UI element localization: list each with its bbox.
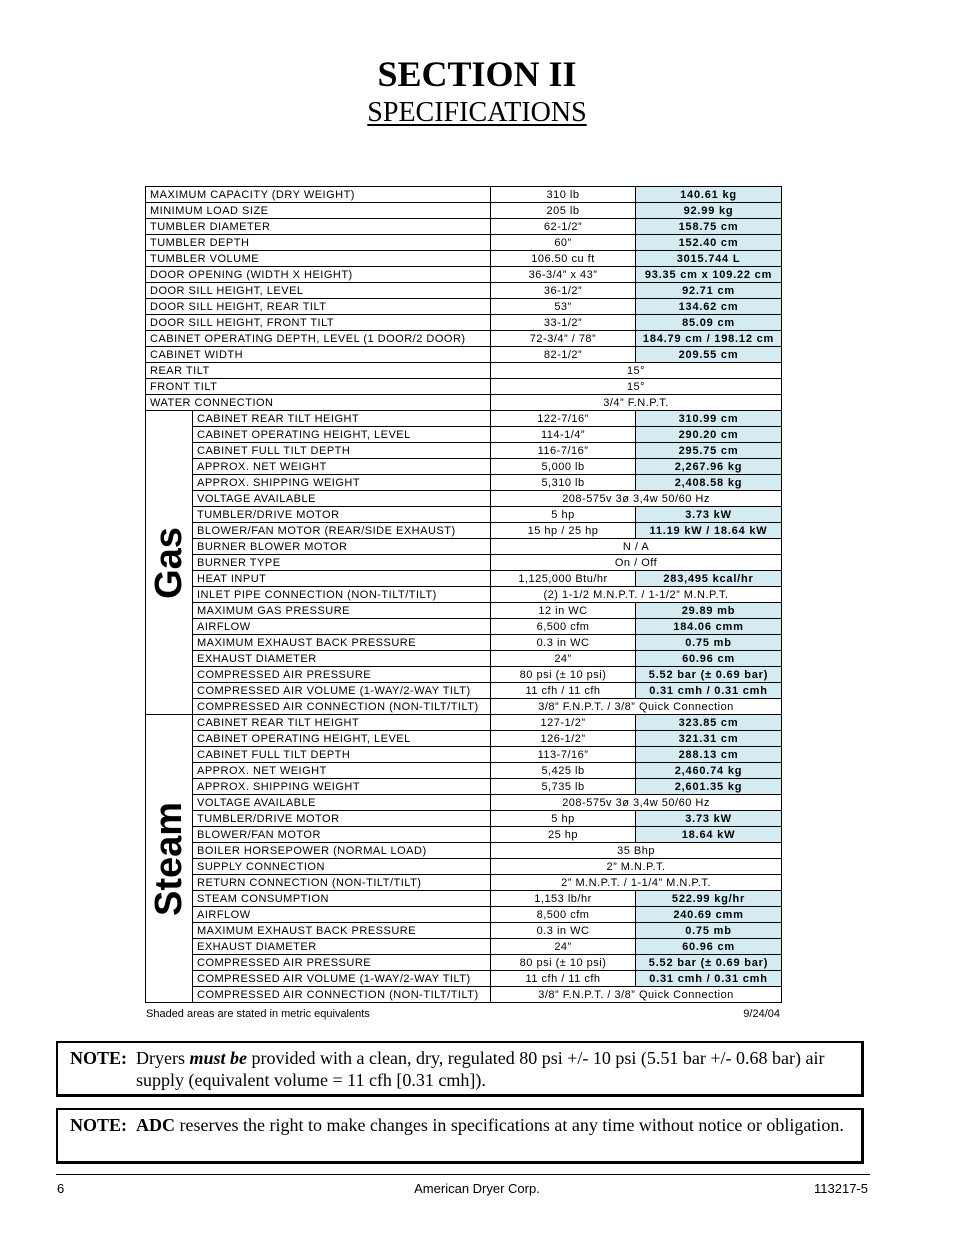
spec-value: 3/8” F.N.P.T. / 3/8” Quick Connection	[491, 987, 782, 1003]
spec-metric-value: 0.75 mb	[636, 635, 782, 651]
spec-metric-value: 29.89 mb	[636, 603, 782, 619]
table-row	[146, 427, 782, 443]
spec-metric-value: 2,408.58 kg	[636, 475, 782, 491]
spec-imperial-value: 53”	[491, 299, 636, 315]
spec-label: CABINET OPERATING HEIGHT, LEVEL	[193, 427, 491, 443]
spec-label: REAR TILT	[146, 363, 491, 379]
table-row	[146, 395, 782, 411]
spec-label: VOLTAGE AVAILABLE	[193, 795, 491, 811]
table-row	[146, 731, 782, 747]
spec-metric-value: 321.31 cm	[636, 731, 782, 747]
spec-metric-value: 240.69 cmm	[636, 907, 782, 923]
spec-imperial-value: 0.3 in WC	[491, 923, 636, 939]
note-text-continued: provided with a clean, dry, regulated 80 psi +/- 10 psi (5.51 bar +/- 0.68 bar) air supply (equivalent volume = 11 cfh [0.31 cmh]).	[136, 1048, 825, 1090]
spec-value: 35 Bhp	[491, 843, 782, 859]
table-row	[146, 539, 782, 555]
note-body	[136, 1047, 849, 1091]
spec-imperial-value: 33-1/2”	[491, 315, 636, 331]
table-row	[146, 715, 782, 731]
spec-imperial-value: 116-7/16”	[491, 443, 636, 459]
table-row	[146, 443, 782, 459]
spec-label: TUMBLER VOLUME	[146, 251, 491, 267]
steam-section-label: Steam	[148, 801, 190, 916]
spec-label: BOILER HORSEPOWER (NORMAL LOAD)	[193, 843, 491, 859]
spec-imperial-value: 8,500 cfm	[491, 907, 636, 923]
table-row	[146, 955, 782, 971]
table-row	[146, 603, 782, 619]
note-text: Dryers	[136, 1048, 190, 1068]
table-row	[146, 299, 782, 315]
table-row	[146, 891, 782, 907]
spec-label: MAXIMUM EXHAUST BACK PRESSURE	[193, 635, 491, 651]
table-row	[146, 507, 782, 523]
spec-label: STEAM CONSUMPTION	[193, 891, 491, 907]
note-air-supply	[56, 1041, 864, 1097]
table-row	[146, 219, 782, 235]
table-row	[146, 971, 782, 987]
spec-metric-value: 323.85 cm	[636, 715, 782, 731]
spec-label: BURNER TYPE	[193, 555, 491, 571]
spec-label: DOOR SILL HEIGHT, REAR TILT	[146, 299, 491, 315]
table-row	[146, 827, 782, 843]
spec-imperial-value: 114-1/4”	[491, 427, 636, 443]
spec-imperial-value: 15 hp / 25 hp	[491, 523, 636, 539]
table-row	[146, 491, 782, 507]
spec-label: AIRFLOW	[193, 907, 491, 923]
spec-metric-value: 18.64 kW	[636, 827, 782, 843]
spec-imperial-value: 5,735 lb	[491, 779, 636, 795]
spec-metric-value: 11.19 kW / 18.64 kW	[636, 523, 782, 539]
table-row	[146, 315, 782, 331]
spec-value: On / Off	[491, 555, 782, 571]
spec-label: MAXIMUM GAS PRESSURE	[193, 603, 491, 619]
spec-imperial-value: 25 hp	[491, 827, 636, 843]
table-row	[146, 587, 782, 603]
spec-metric-value: 85.09 cm	[636, 315, 782, 331]
spec-value: 208-575v 3ø 3,4w 50/60 Hz	[491, 491, 782, 507]
spec-label: TUMBLER/DRIVE MOTOR	[193, 507, 491, 523]
spec-metric-value: 134.62 cm	[636, 299, 782, 315]
spec-imperial-value: 310 lb	[491, 187, 636, 203]
spec-metric-value: 0.75 mb	[636, 923, 782, 939]
table-row	[146, 987, 782, 1003]
table-row	[146, 363, 782, 379]
spec-label: COMPRESSED AIR PRESSURE	[193, 955, 491, 971]
spec-imperial-value: 5,310 lb	[491, 475, 636, 491]
spec-label: APPROX. NET WEIGHT	[193, 459, 491, 475]
spec-label: EXHAUST DIAMETER	[193, 651, 491, 667]
spec-imperial-value: 24”	[491, 939, 636, 955]
spec-metric-value: 3.73 kW	[636, 507, 782, 523]
table-row	[146, 411, 782, 427]
spec-metric-value: 310.99 cm	[636, 411, 782, 427]
table-row	[146, 843, 782, 859]
spec-label: VOLTAGE AVAILABLE	[193, 491, 491, 507]
table-row	[146, 523, 782, 539]
spec-imperial-value: 1,153 lb/hr	[491, 891, 636, 907]
note-body	[136, 1114, 849, 1136]
table-row	[146, 251, 782, 267]
spec-label: CABINET OPERATING DEPTH, LEVEL (1 DOOR/2 DOOR)	[146, 331, 491, 347]
spec-metric-value: 93.35 cm x 109.22 cm	[636, 267, 782, 283]
spec-label: WATER CONNECTION	[146, 395, 491, 411]
spec-label: TUMBLER DIAMETER	[146, 219, 491, 235]
table-row	[146, 747, 782, 763]
table-row	[146, 763, 782, 779]
table-row	[146, 779, 782, 795]
table-row	[146, 875, 782, 891]
spec-metric-value: 152.40 cm	[636, 235, 782, 251]
spec-label: COMPRESSED AIR VOLUME (1-WAY/2-WAY TILT)	[193, 971, 491, 987]
spec-label: CABINET REAR TILT HEIGHT	[193, 715, 491, 731]
table-row	[146, 939, 782, 955]
spec-imperial-value: 127-1/2”	[491, 715, 636, 731]
table-row	[146, 459, 782, 475]
spec-label: MAXIMUM CAPACITY (DRY WEIGHT)	[146, 187, 491, 203]
spec-value: 15°	[491, 379, 782, 395]
spec-metric-value: 5.52 bar (± 0.69 bar)	[636, 667, 782, 683]
spec-imperial-value: 5 hp	[491, 507, 636, 523]
spec-metric-value: 5.52 bar (± 0.69 bar)	[636, 955, 782, 971]
spec-label: MAXIMUM EXHAUST BACK PRESSURE	[193, 923, 491, 939]
spec-metric-value: 3.73 kW	[636, 811, 782, 827]
spec-imperial-value: 80 psi (± 10 psi)	[491, 667, 636, 683]
spec-label: COMPRESSED AIR PRESSURE	[193, 667, 491, 683]
spec-label: HEAT INPUT	[193, 571, 491, 587]
spec-imperial-value: 126-1/2”	[491, 731, 636, 747]
spec-label: CABINET REAR TILT HEIGHT	[193, 411, 491, 427]
spec-imperial-value: 1,125,000 Btu/hr	[491, 571, 636, 587]
section-title: SECTION II	[377, 54, 577, 94]
note-specification-changes	[56, 1108, 864, 1164]
spec-value: 2” M.N.P.T.	[491, 859, 782, 875]
spec-label: COMPRESSED AIR VOLUME (1-WAY/2-WAY TILT)	[193, 683, 491, 699]
table-row	[146, 683, 782, 699]
table-row	[146, 571, 782, 587]
spec-imperial-value: 24”	[491, 651, 636, 667]
gas-section-cell	[146, 411, 193, 715]
spec-imperial-value: 205 lb	[491, 203, 636, 219]
spec-label: CABINET FULL TILT DEPTH	[193, 747, 491, 763]
note-text-continued: reserves the right to make changes in specifications at any time without notice or obligation.	[175, 1115, 844, 1135]
spec-metric-value: 288.13 cm	[636, 747, 782, 763]
spec-label: BLOWER/FAN MOTOR (REAR/SIDE EXHAUST)	[193, 523, 491, 539]
table-row	[146, 923, 782, 939]
spec-imperial-value: 113-7/16”	[491, 747, 636, 763]
spec-metric-value: 60.96 cm	[636, 651, 782, 667]
table-row	[146, 347, 782, 363]
spec-value: 15°	[491, 363, 782, 379]
spec-metric-value: 60.96 cm	[636, 939, 782, 955]
spec-metric-value: 209.55 cm	[636, 347, 782, 363]
spec-imperial-value: 0.3 in WC	[491, 635, 636, 651]
table-row	[146, 859, 782, 875]
spec-metric-value: 184.06 cmm	[636, 619, 782, 635]
revision-date: 9/24/04	[743, 1008, 780, 1020]
spec-label: TUMBLER/DRIVE MOTOR	[193, 811, 491, 827]
spec-imperial-value: 5,000 lb	[491, 459, 636, 475]
spec-label: INLET PIPE CONNECTION (NON-TILT/TILT)	[193, 587, 491, 603]
table-row	[146, 811, 782, 827]
spec-metric-value: 158.75 cm	[636, 219, 782, 235]
spec-label: CABINET FULL TILT DEPTH	[193, 443, 491, 459]
spec-metric-value: 290.20 cm	[636, 427, 782, 443]
table-row	[146, 635, 782, 651]
footer-divider	[56, 1174, 870, 1175]
gas-section-label: Gas	[148, 526, 190, 599]
spec-metric-value: 92.99 kg	[636, 203, 782, 219]
company-name: American Dryer Corp.	[414, 1181, 540, 1196]
spec-label: CABINET WIDTH	[146, 347, 491, 363]
shaded-areas-note: Shaded areas are stated in metric equivalents	[146, 1008, 370, 1020]
spec-imperial-value: 5,425 lb	[491, 763, 636, 779]
spec-label: SUPPLY CONNECTION	[193, 859, 491, 875]
spec-label: EXHAUST DIAMETER	[193, 939, 491, 955]
spec-metric-value: 2,601.35 kg	[636, 779, 782, 795]
spec-imperial-value: 82-1/2”	[491, 347, 636, 363]
spec-label: MINIMUM LOAD SIZE	[146, 203, 491, 219]
note-tag: NOTE:	[70, 1115, 128, 1135]
note-tag: NOTE:	[70, 1048, 128, 1068]
spec-metric-value: 184.79 cm / 198.12 cm	[636, 331, 782, 347]
table-row	[146, 651, 782, 667]
spec-label: DOOR SILL HEIGHT, FRONT TILT	[146, 315, 491, 331]
table-row	[146, 619, 782, 635]
spec-imperial-value: 72-3/4” / 78”	[491, 331, 636, 347]
spec-imperial-value: 122-7/16”	[491, 411, 636, 427]
spec-label: FRONT TILT	[146, 379, 491, 395]
spec-label: COMPRESSED AIR CONNECTION (NON-TILT/TILT)	[193, 699, 491, 715]
subtitle-text: SPECIFICATIONS	[367, 97, 587, 128]
spec-label: DOOR SILL HEIGHT, LEVEL	[146, 283, 491, 299]
spec-metric-value: 92.71 cm	[636, 283, 782, 299]
spec-metric-value: 295.75 cm	[636, 443, 782, 459]
spec-imperial-value: 36-3/4” x 43”	[491, 267, 636, 283]
note-emphasis: ADC	[136, 1115, 175, 1135]
spec-value: 3/8” F.N.P.T. / 3/8” Quick Connection	[491, 699, 782, 715]
spec-imperial-value: 5 hp	[491, 811, 636, 827]
spec-imperial-value: 11 cfh / 11 cfh	[491, 683, 636, 699]
table-row	[146, 907, 782, 923]
table-row	[146, 331, 782, 347]
spec-metric-value: 2,267.96 kg	[636, 459, 782, 475]
spec-label: CABINET OPERATING HEIGHT, LEVEL	[193, 731, 491, 747]
spec-value: 208-575v 3ø 3,4w 50/60 Hz	[491, 795, 782, 811]
spec-label: BLOWER/FAN MOTOR	[193, 827, 491, 843]
spec-value: (2) 1-1/2 M.N.P.T. / 1-1/2” M.N.P.T.	[491, 587, 782, 603]
spec-metric-value: 283,495 kcal/hr	[636, 571, 782, 587]
table-row	[146, 795, 782, 811]
spec-value: 2” M.N.P.T. / 1-1/4” M.N.P.T.	[491, 875, 782, 891]
spec-imperial-value: 36-1/2”	[491, 283, 636, 299]
spec-imperial-value: 12 in WC	[491, 603, 636, 619]
spec-label: RETURN CONNECTION (NON-TILT/TILT)	[193, 875, 491, 891]
spec-metric-value: 0.31 cmh / 0.31 cmh	[636, 971, 782, 987]
spec-label: APPROX. SHIPPING WEIGHT	[193, 475, 491, 491]
spec-label: TUMBLER DEPTH	[146, 235, 491, 251]
table-row	[146, 379, 782, 395]
page-number: 6	[57, 1181, 65, 1196]
spec-imperial-value: 11 cfh / 11 cfh	[491, 971, 636, 987]
table-row	[146, 555, 782, 571]
document-number: 113217-5	[814, 1181, 868, 1196]
spec-label: COMPRESSED AIR CONNECTION (NON-TILT/TILT)	[193, 987, 491, 1003]
page-subtitle	[0, 97, 954, 129]
spec-value: N / A	[491, 539, 782, 555]
steam-section-cell	[146, 715, 193, 1003]
table-row	[146, 283, 782, 299]
specifications-table-body	[146, 187, 782, 1003]
table-row	[146, 203, 782, 219]
spec-label: AIRFLOW	[193, 619, 491, 635]
spec-label: DOOR OPENING (WIDTH X HEIGHT)	[146, 267, 491, 283]
spec-label: BURNER BLOWER MOTOR	[193, 539, 491, 555]
spec-metric-value: 2,460.74 kg	[636, 763, 782, 779]
specifications-table	[145, 186, 782, 1003]
spec-imperial-value: 6,500 cfm	[491, 619, 636, 635]
table-row	[146, 475, 782, 491]
spec-imperial-value: 62-1/2”	[491, 219, 636, 235]
table-row	[146, 187, 782, 203]
table-row	[146, 235, 782, 251]
spec-label: APPROX. NET WEIGHT	[193, 763, 491, 779]
spec-metric-value: 522.99 kg/hr	[636, 891, 782, 907]
table-row	[146, 667, 782, 683]
spec-imperial-value: 106.50 cu ft	[491, 251, 636, 267]
spec-imperial-value: 60”	[491, 235, 636, 251]
table-row	[146, 699, 782, 715]
spec-metric-value: 0.31 cmh / 0.31 cmh	[636, 683, 782, 699]
spec-metric-value: 140.61 kg	[636, 187, 782, 203]
note-emphasis: must be	[189, 1048, 247, 1068]
spec-metric-value: 3015.744 L	[636, 251, 782, 267]
table-row	[146, 267, 782, 283]
spec-imperial-value: 80 psi (± 10 psi)	[491, 955, 636, 971]
spec-label: APPROX. SHIPPING WEIGHT	[193, 779, 491, 795]
spec-value: 3/4” F.N.P.T.	[491, 395, 782, 411]
